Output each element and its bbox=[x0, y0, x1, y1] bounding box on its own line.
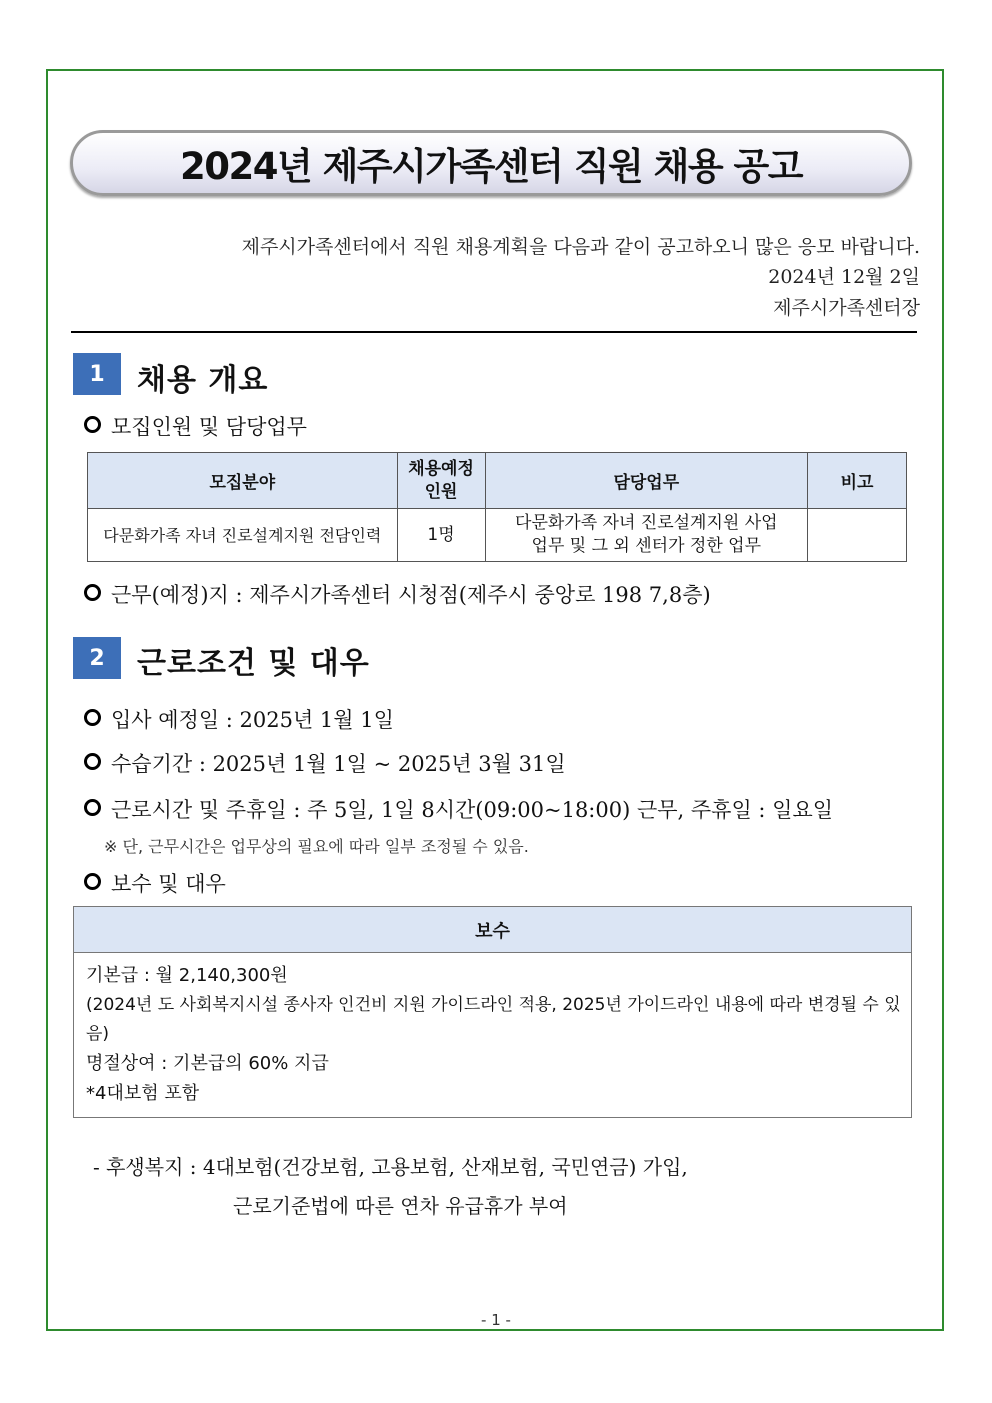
intro-text: 제주시가족센터에서 직원 채용계획을 다음과 같이 공고하오니 많은 응모 바랍니다. bbox=[241, 236, 920, 258]
circle-bullet-icon bbox=[84, 873, 101, 890]
circle-bullet-icon bbox=[84, 416, 101, 433]
bullet-recruit-text: 모집인원 및 담당업무 bbox=[111, 415, 307, 439]
cell-field: 다문화가족 자녀 진로설계지원 전담인력 bbox=[88, 509, 398, 562]
circle-bullet-icon bbox=[84, 799, 101, 816]
table-header-row bbox=[88, 453, 907, 509]
hours-note: ※ 단, 근무시간은 업무상의 필요에 따라 일부 조정될 수 있음. bbox=[104, 837, 529, 856]
welfare-line-2: 근로기준법에 따른 연차 유급휴가 부여 bbox=[233, 1194, 568, 1218]
issuer: 제주시가족센터장 bbox=[773, 297, 920, 319]
section-2-number: 2 bbox=[73, 637, 121, 679]
cell-duty bbox=[485, 509, 808, 562]
header-headcount bbox=[397, 453, 485, 509]
page-number: - 1 - bbox=[481, 1311, 511, 1329]
pay-insurance: *4대보험 포함 bbox=[86, 1083, 200, 1104]
bullet-start-date-text: 입사 예정일 : 2025년 1월 1일 bbox=[111, 708, 394, 732]
pay-box bbox=[73, 906, 912, 1118]
circle-bullet-icon bbox=[84, 709, 101, 726]
pay-guideline: (2024년 도 사회복지시설 종사자 인건비 지원 가이드라인 적용, 2025년 가이드라인 내용에 따라 변경될 수 있음) bbox=[86, 995, 901, 1044]
bullet-probation-text: 수습기간 : 2025년 1월 1일 ~ 2025년 3월 31일 bbox=[111, 752, 566, 776]
header-headcount-text: 채용예정 인원 bbox=[408, 458, 474, 502]
header-duty: 담당업무 bbox=[485, 453, 808, 509]
bullet-location bbox=[84, 579, 711, 609]
divider bbox=[71, 331, 917, 333]
bullet-recruit bbox=[84, 411, 307, 441]
bullet-hours bbox=[84, 794, 833, 824]
pay-bonus: 명절상여 : 기본급의 60% 지급 bbox=[86, 1053, 329, 1074]
section-2-title: 근로조건 및 대우 bbox=[137, 646, 370, 681]
bullet-start-date bbox=[84, 704, 394, 734]
bullet-hours-text: 근로시간 및 주휴일 : 주 5일, 1일 8시간(09:00~18:00) 근무, 주휴일 : 일요일 bbox=[111, 798, 834, 822]
pay-base: 기본급 : 월 2,140,300원 bbox=[86, 965, 288, 986]
table-row bbox=[88, 509, 907, 562]
cell-duty-text: 다문화가족 자녀 진로설계지원 사업 업무 및 그 외 센터가 정한 업무 bbox=[515, 513, 778, 556]
pay-body bbox=[74, 953, 911, 1109]
page-title: 2024년 제주시가족센터 직원 채용 공고 bbox=[180, 145, 802, 188]
header-remarks: 비고 bbox=[808, 453, 907, 509]
bullet-pay bbox=[84, 868, 226, 898]
title-banner bbox=[70, 130, 912, 196]
cell-headcount: 1명 bbox=[397, 509, 485, 562]
bullet-location-text: 근무(예정)지 : 제주시가족센터 시청점(제주시 중앙로 198 7,8층) bbox=[111, 583, 711, 607]
recruit-table bbox=[87, 452, 907, 562]
header-field: 모집분야 bbox=[88, 453, 398, 509]
circle-bullet-icon bbox=[84, 584, 101, 601]
section-1-title: 채용 개요 bbox=[137, 363, 269, 398]
circle-bullet-icon bbox=[84, 753, 101, 770]
welfare-line-1: - 후생복지 : 4대보험(건강보험, 고용보험, 산재보험, 국민연금) 가입, bbox=[93, 1155, 688, 1179]
bullet-pay-text: 보수 및 대우 bbox=[111, 872, 226, 896]
announcement-date: 2024년 12월 2일 bbox=[768, 266, 920, 288]
bullet-probation bbox=[84, 748, 566, 778]
section-1-number: 1 bbox=[73, 353, 121, 395]
pay-header: 보수 bbox=[74, 907, 911, 953]
cell-remarks bbox=[808, 509, 907, 562]
